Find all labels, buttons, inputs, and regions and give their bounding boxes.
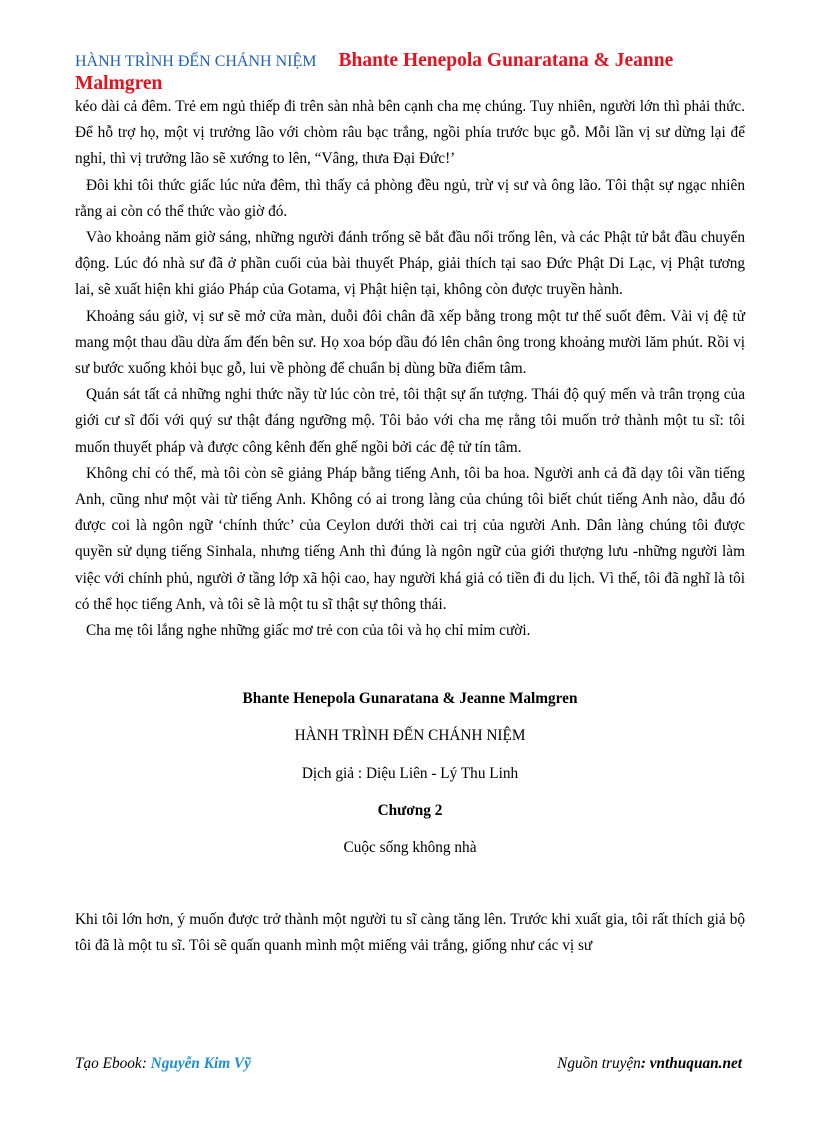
body-paragraph: Vào khoảng năm giờ sáng, những người đánh trống sẽ bắt đầu nổi trống lên, và các Phật tử bắt đầu chuyển động. Lúc đó nhà sư đã ở phần cuối của bài thuyết Pháp, giải thích tại sao Đức Phật Di Lạc, vị Phật tương lai, sẽ xuất hiện khi giáo Pháp của Gotama, vị Phật hiện tại, không còn được truyền hành. <box>75 229 745 299</box>
chapter-book-title: HÀNH TRÌNH ĐẾN CHÁNH NIỆM <box>294 727 526 745</box>
header-book-title: HÀNH TRÌNH ĐẾN CHÁNH NIỆM <box>75 53 317 70</box>
chapter-author: Bhante Henepola Gunaratana & Jeanne Malmgren <box>242 690 578 708</box>
footer-ebook-sep: : <box>141 1055 151 1072</box>
page-header <box>75 50 755 96</box>
footer-ebook-credit <box>75 1055 251 1072</box>
footer-source-label: Nguồn truyện <box>557 1055 641 1072</box>
footer-ebook-name: Nguyễn Kim Vỹ <box>150 1055 251 1072</box>
body-paragraph: Quán sát tất cả những nghi thức nầy từ lúc còn trẻ, tôi thật sự ấn tượng. Thái độ quý mến và trân trọng của giới cư sĩ đối với quý sư thật đáng ngưỡng mộ. Tôi bảo với cha mẹ rằng tôi muốn trở thành một tu sĩ: tôi muốn thuyết pháp và được công kênh đến ghế ngồi bởi các đệ tử tín tâm. <box>75 386 745 456</box>
body-paragraph: Khoảng sáu giờ, vị sư sẽ mở cửa màn, duỗi đôi chân đã xếp bằng trong một tư thế suốt đêm. Vài vị đệ tử mang một thau dầu dừa ấm đến bên sư. Họ xoa bóp dầu đó lên chân ông trong khoảng mười lăm phút. Rồi vị sư bước xuống khỏi bục gỗ, lui về phòng để chuẩn bị dùng bữa điểm tâm. <box>75 307 745 378</box>
footer-source-sep: : <box>640 1055 650 1072</box>
page-body <box>75 94 745 960</box>
page-footer <box>75 1055 742 1073</box>
body-paragraph: Đôi khi tôi thức giấc lúc nửa đêm, thì thấy cả phòng đều ngủ, trừ vị sư và ông lão. Tôi thật sự ngạc nhiên rằng ai còn có thể thức vào giờ đó. <box>75 176 745 220</box>
footer-ebook-label: Tạo Ebook <box>75 1055 142 1072</box>
body-paragraph: Không chỉ có thế, mà tôi còn sẽ giảng Pháp bằng tiếng Anh, tôi ba hoa. Người anh cả đã dạy tôi vần tiếng Anh, cũng như một vài từ tiếng Anh. Không có ai trong làng của chúng tôi biết chút tiếng Anh nào, dẫu đó được coi là ngôn ngữ ‘chính thức’ của Ceylon dưới thời cai trị của người Anh. Dân làng chúng tôi được quyền sử dụng tiếng Sinhala, nhưng tiếng Anh thì đúng là ngôn ngữ của giới thượng lưu -những người làm việc với chính phủ, người ở tầng lớp xã hội cao, hay người khá giả có tiền đi du lịch. Vì thế, tôi đã nghĩ là tôi có thể học tiếng Anh, và tôi sẽ là một tu sĩ thật sự thông thái. <box>75 464 745 613</box>
chapter-name: Cuộc sống không nhà <box>343 839 477 857</box>
body-paragraph: kéo dài cả đêm. Trẻ em ngủ thiếp đi trên sàn nhà bên cạnh cha mẹ chúng. Tuy nhiên, người lớn thì phải thức. Để hỗ trợ họ, một vị trưởng lão với chòm râu bạc trắng, ngồi phía trước bục gỗ. Mỗi lần vị sư dừng lại để nghỉ, thì vị trưởng lão sẽ xướng to lên, “Vâng, thưa Đại Đức!’ <box>75 98 745 168</box>
footer-source-site: vnthuquan.net <box>649 1055 742 1072</box>
header-author: Bhante Henepola Gunaratana & Jeanne Malmgren <box>75 50 674 94</box>
body-paragraph: Cha mẹ tôi lắng nghe những giấc mơ trẻ con của tôi và họ chỉ mỉm cười. <box>86 622 531 640</box>
footer-source-credit <box>557 1055 742 1073</box>
body-paragraph: Khi tôi lớn hơn, ý muốn được trở thành một người tu sĩ càng tăng lên. Trước khi xuất gia, tôi rất thích giả bộ tôi đã là một tu sĩ. Tôi sẽ quấn quanh mình một miếng vải trắng, giống như các vị sư <box>75 911 745 955</box>
chapter-number: Chương 2 <box>377 801 443 819</box>
chapter-translator: Dịch giả : Diệu Liên - Lý Thu Linh <box>301 764 519 782</box>
